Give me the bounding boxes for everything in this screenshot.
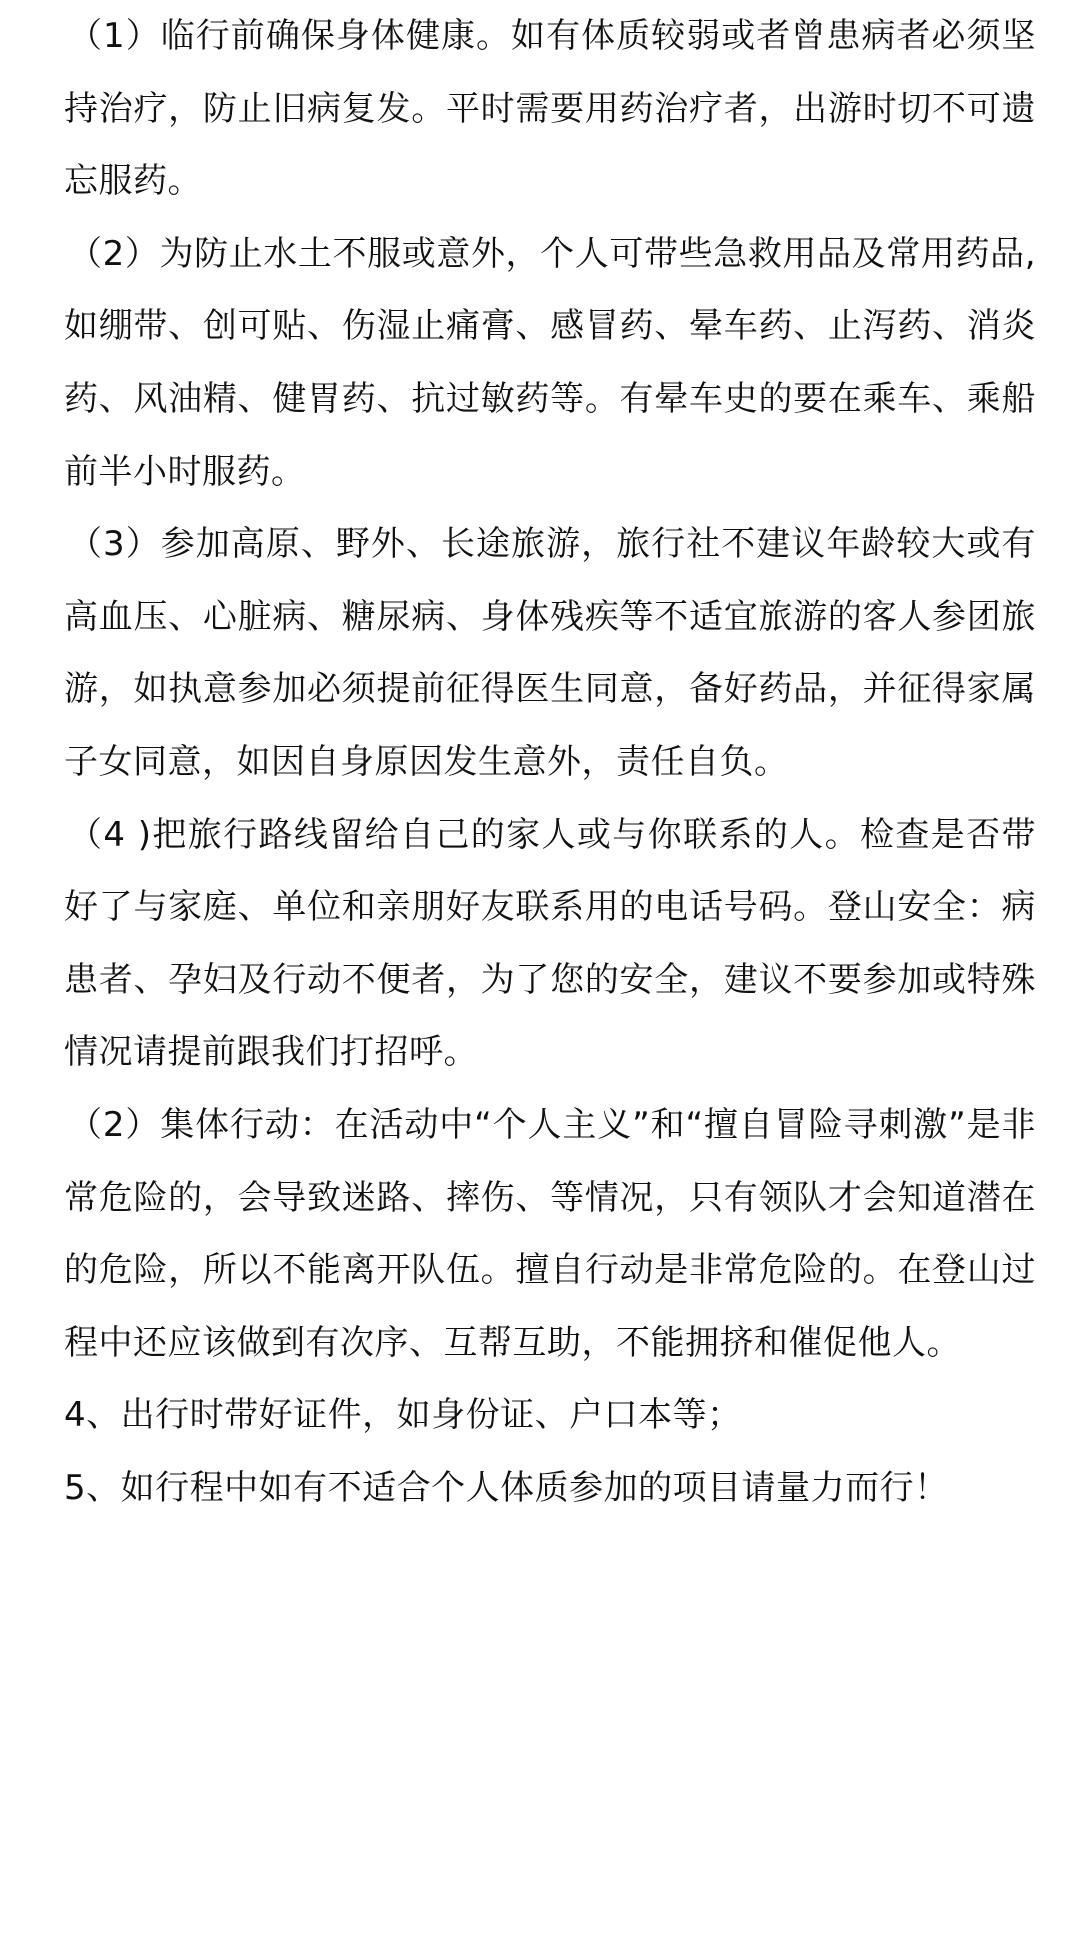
- paragraph-group-action: （2）集体行动：在活动中“个人主义”和“擅自冒险寻刺激”是非常危险的，会导致迷路、摔伤、等情况，只有领队才会知道潜在的危险，所以不能离开队伍。擅自行动是非常危险的。在登山过程中还应该做到有次序、互帮互助，不能拥挤和催促他人。: [64, 1104, 1036, 1363]
- paragraph-route-contacts: （4 )把旅行路线留给自己的家人或与你联系的人。检查是否带好了与家庭、单位和亲朋好友联系用的电话号码。登山安全：病患者、孕妇及行动不便者，为了您的安全，建议不要参加或特殊情况请提前跟我们打招呼。: [64, 814, 1036, 1073]
- paragraph-act-within-ability: 5、如行程中如有不适合个人体质参加的项目请量力而行！: [64, 1467, 949, 1508]
- paragraph-health-check: （1）临行前确保身体健康。如有体质较弱或者曾患病者必须坚持治疗，防止旧病复发。平时需要用药治疗者，出游时切不可遗忘服药。: [64, 16, 1036, 202]
- paragraph-first-aid-supplies: （2）为防止水土不服或意外，个人可带些急救用品及常用药品,如绷带、创可贴、伤湿止痛膏、感冒药、晕车药、止泻药、消炎药、风油精、健胃药、抗过敏药等。有晕车史的要在乘车、乘船前半小时服药。: [64, 233, 1036, 492]
- document-body: [64, 0, 1036, 1524]
- paragraph-bring-documents: 4、出行时带好证件，如身份证、户口本等；: [64, 1395, 742, 1436]
- paragraph-high-altitude-advice: （3）参加高原、野外、长途旅游，旅行社不建议年龄较大或有高血压、心脏病、糖尿病、身体残疾等不适宜旅游的客人参团旅游，如执意参加必须提前征得医生同意，备好药品，并征得家属子女同意，如因自身原因发生意外，责任自负。: [64, 524, 1036, 782]
